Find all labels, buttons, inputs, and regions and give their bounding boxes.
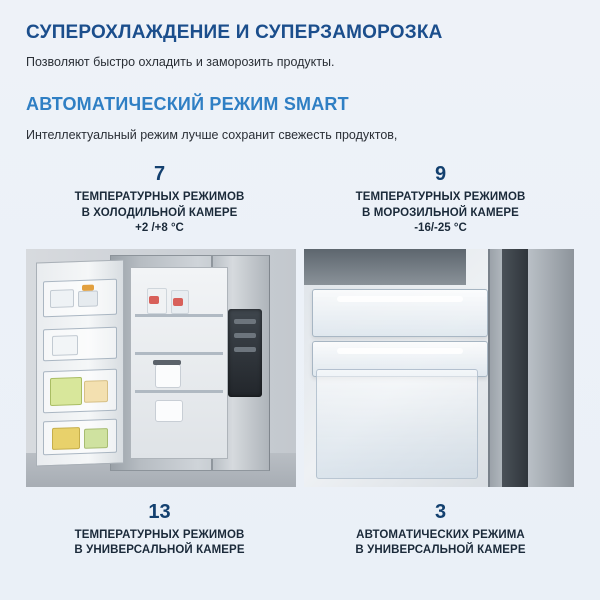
footer-spacer	[26, 559, 574, 583]
spec-number: 9	[434, 163, 447, 186]
door-item-label	[82, 284, 94, 290]
freezer-scene	[304, 249, 574, 487]
fridge-interior	[130, 267, 228, 459]
interior-shelf	[135, 352, 223, 355]
spec-label-line-2: В УНИВЕРСАЛЬНОЙ КАМЕРЕ	[355, 544, 526, 557]
door-item	[50, 289, 74, 308]
refrigerator-open-door-photo	[26, 249, 296, 487]
spec-label-line-1: АВТОМАТИЧЕСКИХ РЕЖИМА	[356, 528, 525, 541]
freezer-drawer	[312, 289, 488, 337]
door-seal	[502, 249, 528, 487]
spec-label-line-1: ТЕМПЕРАТУРНЫХ РЕЖИМОВ	[74, 528, 245, 541]
vegetable-pack	[50, 377, 82, 406]
interior-shelf	[135, 314, 223, 317]
page-subtitle: Позволяют быстро охладить и заморозить продукты.	[26, 54, 335, 69]
food-item-label	[149, 296, 159, 304]
specs-top-row	[26, 163, 574, 237]
food-container	[155, 400, 183, 422]
spec-label-line-1: ТЕМПЕРАТУРНЫХ РЕЖИМОВ	[74, 191, 245, 204]
freezer-door-edge	[488, 249, 574, 487]
specs-bottom-row	[26, 501, 574, 559]
water-dispenser	[228, 309, 262, 397]
freezer-drawers-photo	[304, 249, 574, 487]
food-pack	[84, 380, 108, 403]
spec-universal-modes	[26, 501, 293, 559]
drawer-handle[interactable]	[337, 348, 462, 354]
spec-fridge-modes	[26, 163, 293, 237]
spec-number: 3	[434, 500, 447, 523]
spec-freezer-modes	[307, 163, 574, 237]
section-subtitle-smart: Интеллектуальный режим лучше сохранит свежесть продуктов,	[26, 127, 398, 142]
fridge-scene	[26, 249, 296, 487]
food-item-label	[173, 298, 183, 306]
door-bin	[43, 326, 117, 361]
door-item	[52, 335, 78, 356]
spec-universal-auto-modes	[307, 501, 574, 559]
food-pack	[84, 428, 108, 449]
door-item	[78, 290, 98, 307]
section-title-smart: АВТОМАТИЧЕСКИЙ РЕЖИМ SMART	[26, 94, 349, 115]
photo-row	[26, 249, 574, 487]
door-bin	[43, 418, 117, 455]
freezer-top-shadow	[304, 249, 466, 285]
page-title: СУПЕРОХЛАЖДЕНИЕ И СУПЕРЗАМОРОЗКА	[26, 22, 443, 43]
food-pack	[52, 427, 80, 450]
dispenser-button	[234, 319, 256, 324]
open-fridge-door	[36, 259, 124, 466]
interior-shelf	[135, 390, 223, 393]
spec-number: 13	[148, 500, 171, 523]
spec-number: 7	[153, 163, 166, 186]
freezer-glass-panel	[316, 369, 478, 479]
spec-label-line-2: В УНИВЕРСАЛЬНОЙ КАМЕРЕ	[74, 544, 245, 557]
dispenser-button	[234, 333, 256, 338]
spec-label-line-1: ТЕМПЕРАТУРНЫХ РЕЖИМОВ	[355, 191, 526, 204]
drawer-handle[interactable]	[337, 296, 462, 302]
spec-temperature-range: -16/-25 °C	[414, 222, 467, 235]
door-bin	[43, 278, 117, 317]
dispenser-button	[234, 347, 256, 352]
spec-temperature-range: +2 /+8 °C	[135, 222, 184, 235]
food-container	[155, 364, 181, 388]
spec-label-line-2: В МОРОЗИЛЬНОЙ КАМЕРЕ	[362, 206, 519, 219]
container-lid	[153, 360, 181, 365]
spec-label-line-2: В ХОЛОДИЛЬНОЙ КАМЕРЕ	[81, 206, 238, 219]
door-bin	[43, 368, 117, 413]
